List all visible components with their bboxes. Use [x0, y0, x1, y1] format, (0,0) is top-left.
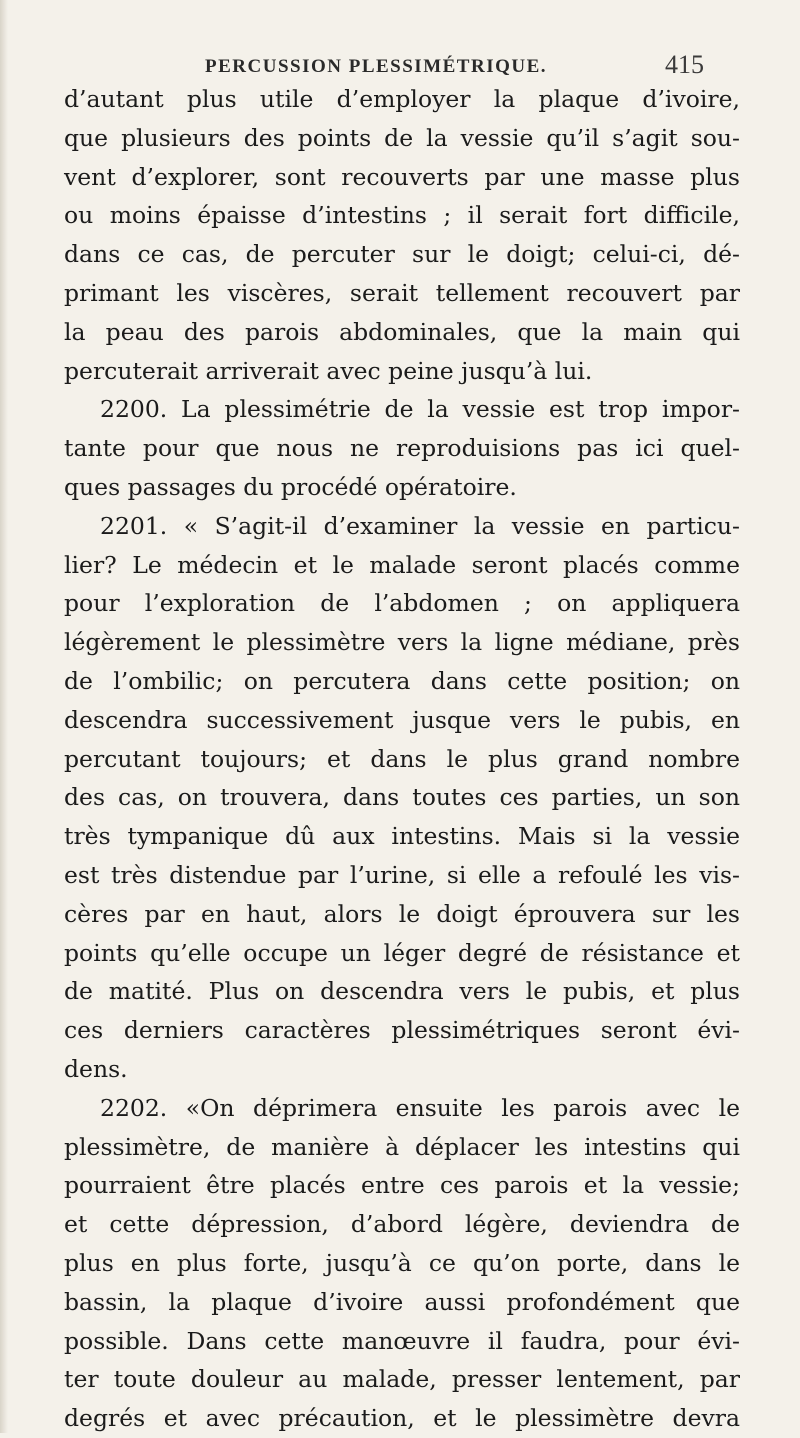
paragraph-2201-start: 2201. « S’agit-il d’examiner la vessie en particu- — [100, 511, 740, 540]
page-number: 415 — [665, 50, 704, 79]
text-line: bassin, la plaque d’ivoire aussi profondément que — [64, 1287, 740, 1316]
text-line: très tympanique dû aux intestins. Mais si la vessie — [64, 822, 740, 851]
page-edge-shadow — [0, 0, 8, 1433]
text-line: cères par en haut, alors le doigt éprouvera sur les — [64, 899, 740, 928]
text-line: ter toute douleur au malade, presser lentement, par — [64, 1365, 740, 1394]
paragraph-2200-start: 2200. La plessimétrie de la vessie est trop impor- — [100, 395, 740, 424]
text-line: pour l’exploration de l’abdomen ; on appliquera — [64, 589, 740, 618]
text-line: vent d’explorer, sont recouverts par une masse plus — [64, 162, 740, 191]
text-line: points qu’elle occupe un léger degré de résistance et — [64, 938, 740, 967]
text-line: ques passages du procédé opératoire. — [64, 472, 517, 501]
text-line: d’autant plus utile d’employer la plaque d’ivoire, — [64, 85, 740, 113]
text-line: des cas, on trouvera, dans toutes ces parties, un son — [64, 783, 740, 812]
text-line: lier? Le médecin et le malade seront placés comme — [64, 550, 740, 579]
text-line: pourraient être placés entre ces parois et la vessie; — [64, 1171, 740, 1200]
text-line: percutant toujours; et dans le plus grand nombre — [64, 744, 740, 773]
paragraph-2202-start: 2202. «On déprimera ensuite les parois avec le — [100, 1093, 740, 1122]
text-line: descendra successivement jusque vers le pubis, en — [64, 705, 740, 734]
text-line: la peau des parois abdominales, que la main qui — [64, 317, 740, 346]
text-line: ou moins épaisse d’intestins ; il serait fort difficile, — [64, 201, 740, 230]
text-line: de l’ombilic; on percutera dans cette position; on — [64, 666, 740, 695]
text-line: degrés et avec précaution, et le plessimètre devra — [64, 1404, 740, 1433]
text-line: percuterait arriverait avec peine jusqu’à lui. — [64, 356, 593, 385]
text-line: que plusieurs des points de la vessie qu’il s’agit sou- — [64, 123, 740, 152]
text-line: de matité. Plus on descendra vers le pubis, et plus — [64, 977, 740, 1006]
text-line: plus en plus forte, jusqu’à ce qu’on porte, dans le — [64, 1248, 740, 1277]
text-line: dans ce cas, de percuter sur le doigt; celui-ci, dé- — [64, 240, 740, 269]
text-line: possible. Dans cette manœuvre il faudra, pour évi- — [64, 1326, 740, 1355]
text-line: plessimètre, de manière à déplacer les intestins qui — [64, 1132, 740, 1161]
body-text — [64, 80, 740, 1438]
running-head-title: PERCUSSION PLESSIMÉTRIQUE. — [205, 56, 548, 77]
text-line: légèrement le plessimètre vers la ligne médiane, près — [64, 628, 740, 657]
text-line: ces derniers caractères plessimétriques seront évi- — [64, 1016, 740, 1045]
text-line: et cette dépression, d’abord légère, deviendra de — [64, 1210, 740, 1239]
text-line: dens. — [64, 1054, 128, 1083]
text-line: est très distendue par l’urine, si elle a refoulé les vis- — [64, 860, 740, 889]
text-line: primant les viscères, serait tellement recouvert par — [64, 278, 740, 307]
text-line: tante pour que nous ne reproduisions pas ici quel- — [64, 434, 740, 463]
